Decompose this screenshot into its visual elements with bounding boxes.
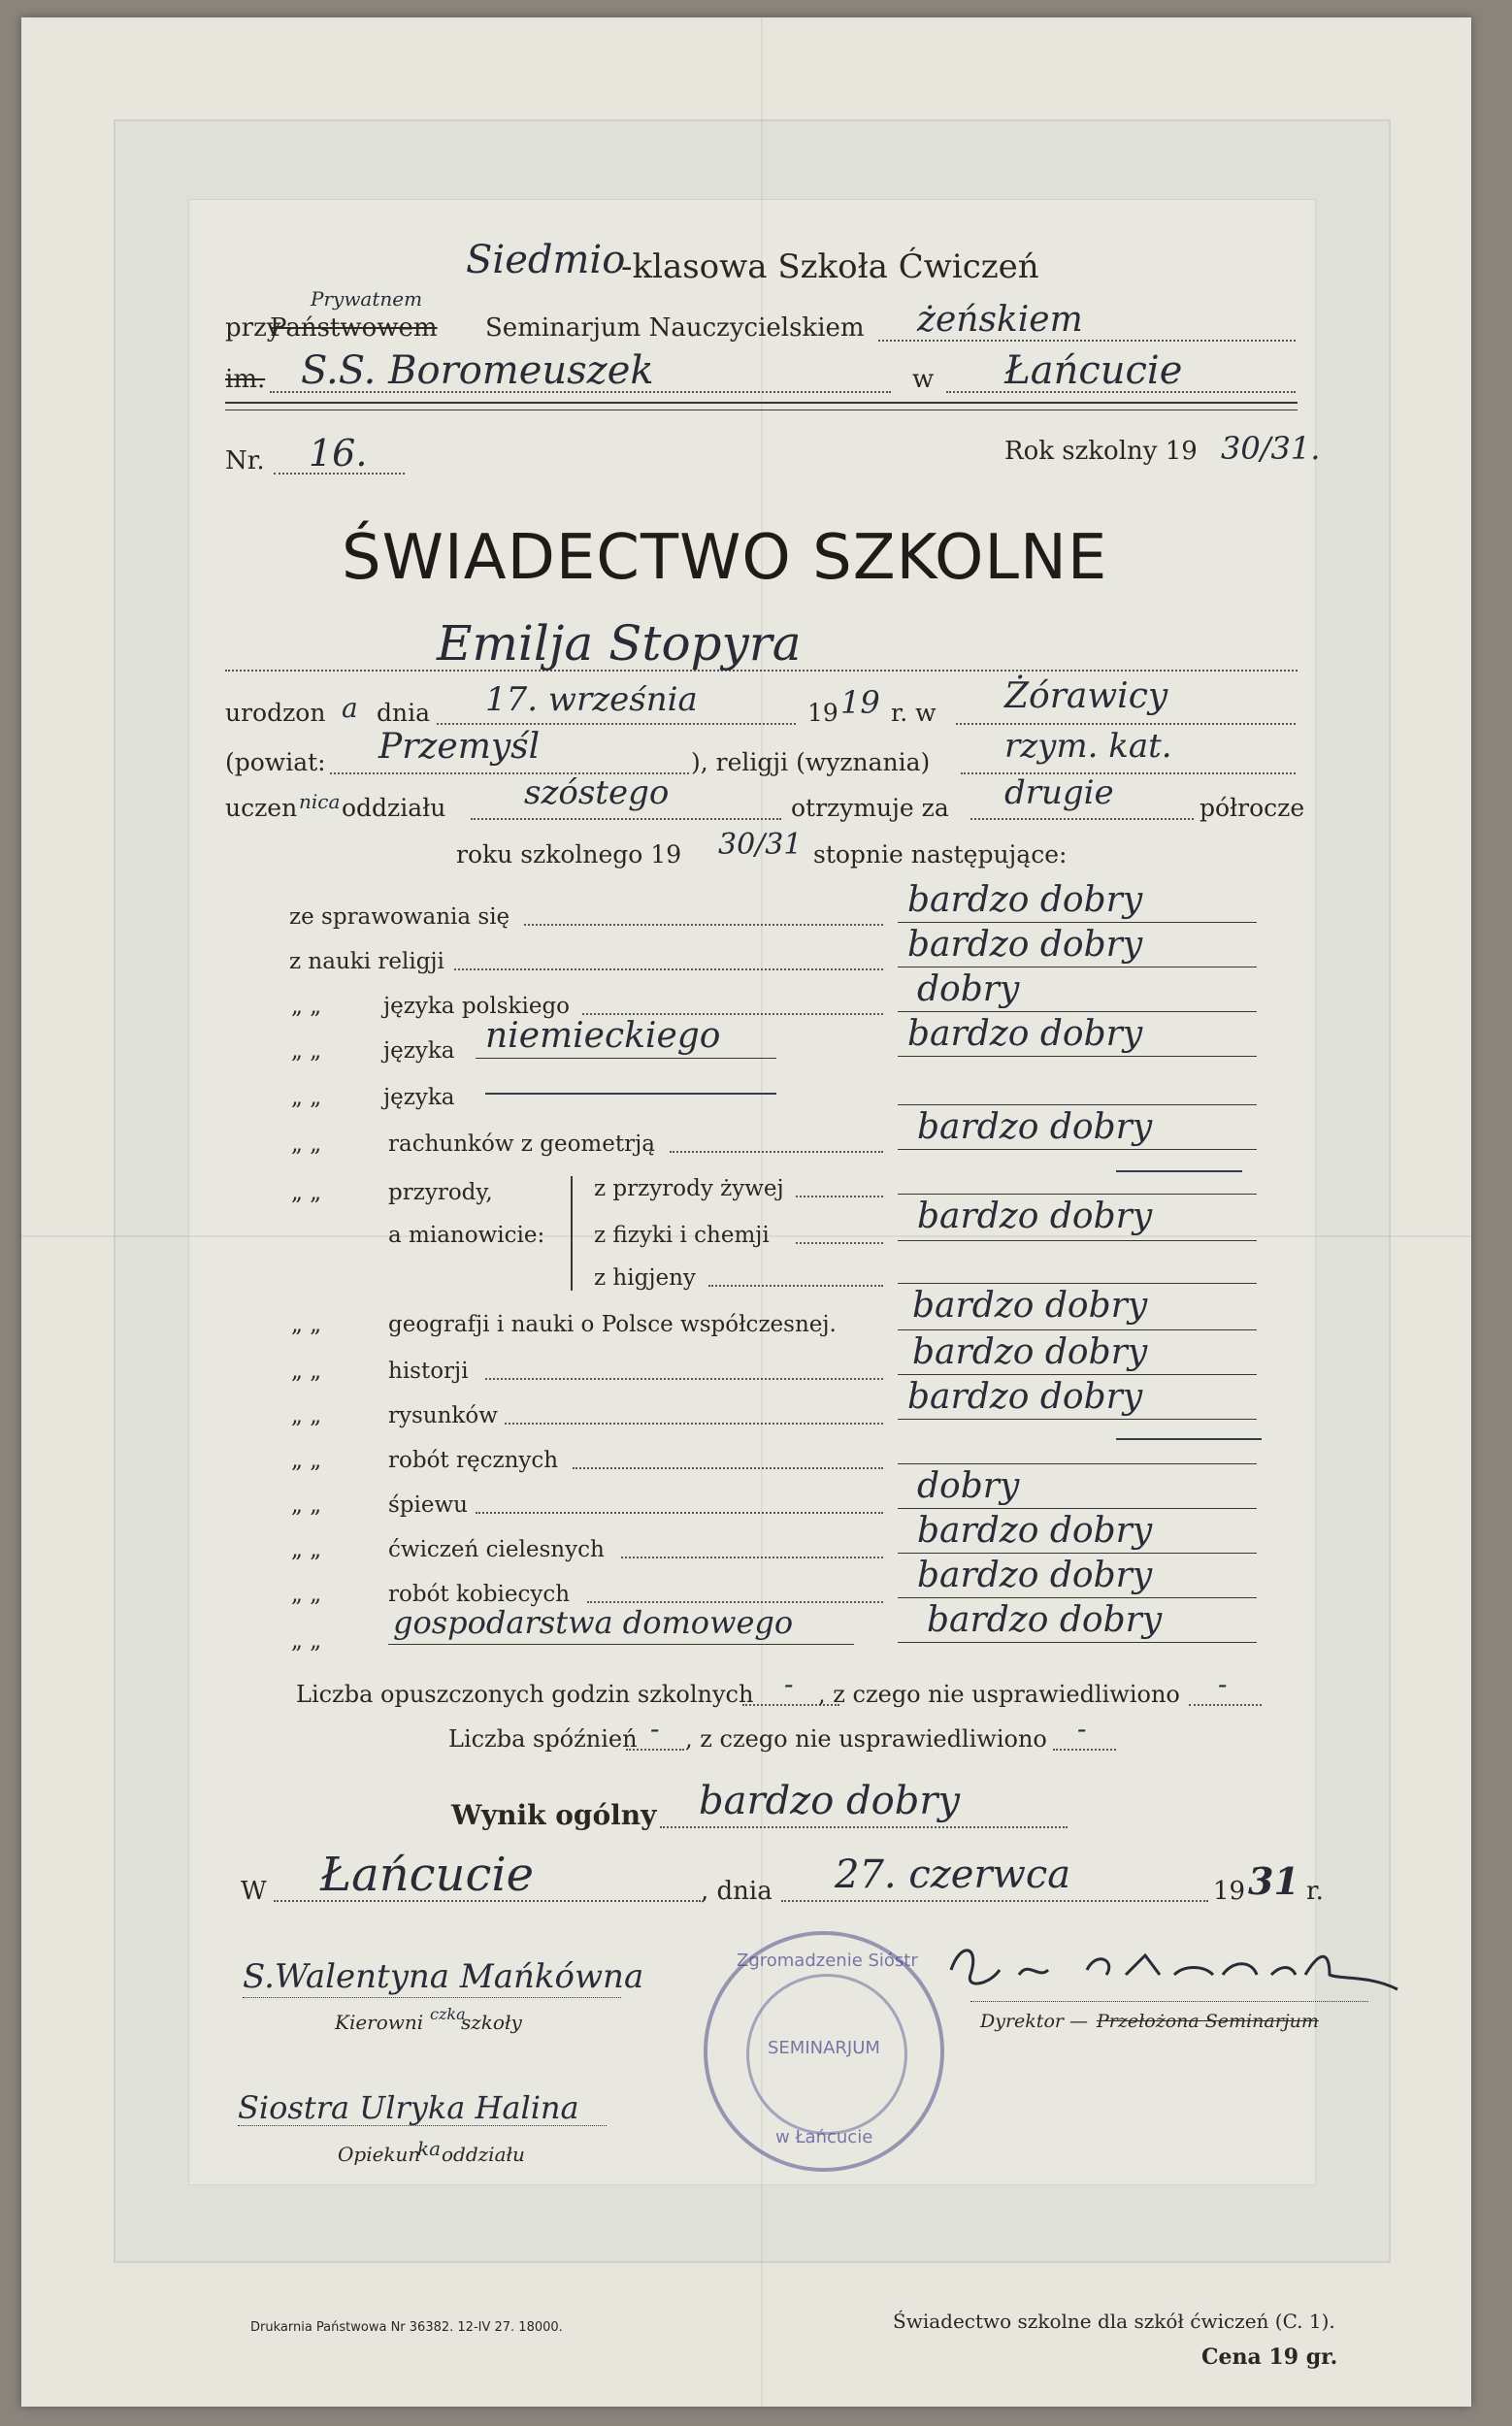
religion-label: ), religji (wyznania) <box>691 748 931 776</box>
subject-grade: bardzo dobry <box>907 880 1143 920</box>
result-dotted-line <box>660 1826 1068 1828</box>
grade-line <box>898 1240 1257 1241</box>
religion-value: rzym. kat. <box>1004 727 1172 766</box>
header-rule-1 <box>225 402 1298 404</box>
seminarjum-value: żeńskiem <box>917 300 1083 340</box>
late-dotted-line <box>626 1749 684 1751</box>
nature-item-label: z fizyki i chemji <box>594 1223 770 1248</box>
school-type-handwritten: Siedmio <box>466 238 626 282</box>
teacher-signature: Siostra Ulryka Halina <box>238 2089 579 2126</box>
subject-grade: dobry <box>917 1466 1020 1506</box>
subject-label: śpiewu <box>388 1492 468 1518</box>
birth-year-value: 19 <box>840 684 880 721</box>
date-dotted-line <box>781 1900 1208 1902</box>
subject-leader-dots <box>670 1151 883 1153</box>
dnia-label-2: , dnia <box>701 1877 772 1906</box>
subject-label: języka <box>383 1085 455 1110</box>
panstwowem-struck: Państwowem <box>270 313 438 343</box>
subject-leader-dots <box>587 1601 883 1603</box>
late-value: - <box>650 1713 660 1745</box>
subject-grade: bardzo dobry <box>917 1556 1153 1595</box>
grade-line <box>898 1463 1257 1464</box>
subject-leader-dots <box>708 1285 883 1287</box>
subject-prefix: „ „ <box>291 1448 322 1473</box>
grade-line <box>898 1329 1257 1330</box>
page-title: ŚWIADECTWO SZKOLNE <box>342 522 1108 594</box>
school-year-label: Rok szkolny 19 <box>1004 437 1198 466</box>
result-label: Wynik ogólny <box>451 1799 657 1831</box>
subject-label: geografji i nauki o Polsce współczesnej. <box>388 1312 837 1337</box>
printer-info: Drukarnia Państwowa Nr 36382. 12-IV 27. 18000. <box>250 2320 563 2335</box>
date-r-label: r. <box>1306 1877 1324 1906</box>
unexcused-value: - <box>1218 1668 1228 1700</box>
subject-extra: niemieckiego <box>485 1016 721 1056</box>
head-role-suffix: czka <box>430 2005 466 2023</box>
head-role: Kierowni <box>335 2011 424 2034</box>
dnia-label: dnia <box>377 699 431 727</box>
nature-item-grade: bardzo dobry <box>917 1197 1153 1236</box>
school-name: -klasowa Szkoła Ćwiczeń <box>621 247 1039 286</box>
hours-label: Liczba opuszczonych godzin szkolnych <box>296 1681 754 1708</box>
subject-leader-dots <box>796 1242 883 1244</box>
date-year-prefix: 19 <box>1213 1877 1246 1906</box>
number-label: Nr. <box>225 446 265 475</box>
grade-cancel-line <box>1116 1438 1262 1440</box>
uczen-suffix: nica <box>299 790 341 813</box>
seminarjum-label: Seminarjum Nauczycielskiem <box>485 313 865 343</box>
nature-label-2: a mianowicie: <box>388 1223 545 1248</box>
grade-line <box>898 1419 1257 1420</box>
subject-label: historji <box>388 1359 469 1384</box>
subject-line <box>388 1644 854 1645</box>
nature-item-label: z przyrody żywej <box>594 1176 784 1201</box>
subject-leader-dots <box>573 1467 883 1469</box>
birth-date-dotted-line <box>437 723 796 725</box>
grade-line <box>898 1194 1257 1195</box>
subject-leader-dots <box>476 1512 883 1514</box>
subject-label-handwritten: gospodarstwa domowego <box>393 1604 794 1641</box>
stamp-bottom-text: w Łańcucie <box>775 2127 873 2147</box>
subject-label: języka polskiego <box>383 994 571 1019</box>
birth-place-value: Żórawicy <box>1004 676 1168 716</box>
powiat-value: Przemyśl <box>378 727 541 767</box>
subject-leader-dots <box>524 924 883 926</box>
late-unexcused-dotted-line <box>1053 1749 1116 1751</box>
subject-grade: bardzo dobry <box>912 1286 1148 1326</box>
place-value: Łańcucie <box>320 1848 535 1902</box>
subject-prefix: „ „ <box>291 1131 322 1157</box>
subject-prefix: „ „ <box>291 1038 322 1064</box>
nature-label: przyrody, <box>388 1180 493 1205</box>
seminarjum-dotted-line <box>878 340 1296 342</box>
r-w-label: r. w <box>891 699 937 727</box>
subject-leader-dots <box>796 1196 883 1197</box>
subject-prefix: „ „ <box>291 1582 322 1607</box>
teacher-role: Opiekun <box>338 2143 421 2166</box>
head-signature-line <box>243 1997 621 1998</box>
subject-prefix: „ „ <box>291 1492 322 1518</box>
hours-value: - <box>784 1668 794 1700</box>
subject-label: rachunków z geometrją <box>388 1131 655 1157</box>
head-role-end: szkoły <box>461 2011 522 2034</box>
przy-label: przy <box>225 313 281 343</box>
unexcused-label: , z czego nie usprawiedliwiono <box>818 1681 1180 1708</box>
stopnie-label: stopnie następujące: <box>813 840 1068 869</box>
birth-date-value: 17. września <box>485 680 698 719</box>
director-role-struck: Przełożona Seminarjum <box>1097 2011 1319 2032</box>
grade-line <box>898 1011 1257 1012</box>
subject-leader-dots <box>582 1013 883 1015</box>
grade-line <box>898 1056 1257 1057</box>
subject-prefix: „ „ <box>291 1537 322 1562</box>
nature-item-label: z higjeny <box>594 1265 696 1291</box>
language-line <box>476 1058 776 1059</box>
result-value: bardzo dobry <box>699 1779 961 1823</box>
w-value: Łańcucie <box>1004 348 1183 393</box>
prywatnem-handwritten: Prywatnem <box>311 287 423 311</box>
grade-line <box>898 1104 1257 1105</box>
date-year-value: 31 <box>1248 1859 1299 1903</box>
grade-line <box>898 1642 1257 1643</box>
otrzymuje-label: otrzymuje za <box>791 794 949 822</box>
grade-cancel-line <box>1116 1170 1242 1172</box>
nature-bracket <box>571 1176 573 1291</box>
subject-prefix: „ „ <box>291 1359 322 1384</box>
subject-label: robót ręcznych <box>388 1448 559 1473</box>
subject-grade: dobry <box>917 969 1020 1009</box>
language-cancel-line <box>485 1093 776 1095</box>
grade-line <box>898 1597 1257 1598</box>
subject-grade: bardzo dobry <box>907 1377 1143 1417</box>
oddzial-dotted-line <box>471 818 781 820</box>
place-w-label: W <box>241 1877 267 1906</box>
school-year-value: 30/31. <box>1221 430 1321 467</box>
subject-leader-dots <box>505 1423 883 1425</box>
subject-grade: bardzo dobry <box>917 1107 1153 1147</box>
subject-grade: bardzo dobry <box>927 1600 1163 1640</box>
polrocze-value: drugie <box>1004 773 1114 812</box>
subject-leader-dots <box>485 1378 883 1380</box>
stamp-middle-text: SEMINARJUM <box>768 2038 880 2058</box>
late-label: Liczba spóźnień <box>448 1725 638 1753</box>
w-label: w <box>912 365 935 394</box>
subject-label: języka <box>383 1038 455 1064</box>
urodzon-label: urodzon <box>225 699 326 727</box>
grade-line <box>898 1283 1257 1284</box>
im-value: S.S. Boromeuszek <box>301 348 654 393</box>
teacher-signature-line <box>238 2125 607 2126</box>
grade-line <box>898 1553 1257 1554</box>
subject-prefix: „ „ <box>291 1628 322 1654</box>
unexcused-dotted-line <box>1189 1704 1262 1706</box>
oddzial-value: szóstego <box>524 773 670 812</box>
subject-label: z nauki religji <box>289 949 444 974</box>
subject-label: robót kobiecych <box>388 1582 571 1607</box>
roku-label: roku szkolnego 19 <box>456 840 682 869</box>
oddzialu-label: oddziału <box>342 794 446 822</box>
birth-year-prefix: 19 <box>807 699 838 727</box>
uczen-label: uczen <box>225 794 298 822</box>
roku-value: 30/31 <box>718 828 803 862</box>
director-signature-line <box>970 2001 1368 2002</box>
director-role: Dyrektor — <box>980 2011 1089 2032</box>
subject-grade: bardzo dobry <box>917 1511 1153 1551</box>
price-label: Cena 19 gr. <box>1201 2344 1338 2370</box>
grade-line <box>898 1374 1257 1375</box>
urodzon-suffix: a <box>342 692 358 724</box>
subject-grade: bardzo dobry <box>907 925 1143 965</box>
subject-leader-dots <box>621 1557 883 1558</box>
grade-line <box>898 1508 1257 1509</box>
im-label: im. <box>225 365 266 394</box>
subject-grade: bardzo dobry <box>907 1014 1143 1054</box>
subject-grade: bardzo dobry <box>912 1332 1148 1372</box>
subject-prefix: „ „ <box>291 1312 322 1337</box>
polrocze-dotted-line <box>970 818 1194 820</box>
subject-label: ćwiczeń cielesnych <box>388 1537 605 1562</box>
school-seal-stamp <box>704 1931 944 2172</box>
form-name: Świadectwo szkolne dla szkół ćwiczeń (C. 1). <box>893 2310 1335 2333</box>
director-signature-scrawl <box>922 1931 1407 2018</box>
powiat-label: (powiat: <box>225 748 326 776</box>
subject-prefix: „ „ <box>291 1180 322 1205</box>
late-unexcused-label: , z czego nie usprawiedliwiono <box>685 1725 1047 1753</box>
subject-label: rysunków <box>388 1403 498 1428</box>
grade-line <box>898 922 1257 923</box>
date-value: 27. czerwca <box>835 1852 1071 1897</box>
teacher-role-suffix: ka <box>417 2137 442 2160</box>
subject-prefix: „ „ <box>291 1403 322 1428</box>
subject-leader-dots <box>454 968 883 970</box>
number-value: 16. <box>309 432 368 475</box>
subject-prefix: „ „ <box>291 1085 322 1110</box>
student-name: Emilja Stopyra <box>437 615 802 672</box>
head-signature: S.Walentyna Mańkówna <box>243 1957 644 1996</box>
polrocze-label: półrocze <box>1200 794 1305 822</box>
late-unexcused-value: - <box>1077 1713 1087 1745</box>
grade-line <box>898 1149 1257 1150</box>
stamp-top-text: Zgromadzenie Sióstr <box>737 1951 918 1971</box>
birth-place-dotted-line <box>956 723 1296 725</box>
subject-prefix: „ „ <box>291 994 322 1019</box>
teacher-role-end: oddziału <box>442 2143 525 2166</box>
subject-label: ze sprawowania się <box>289 904 510 930</box>
